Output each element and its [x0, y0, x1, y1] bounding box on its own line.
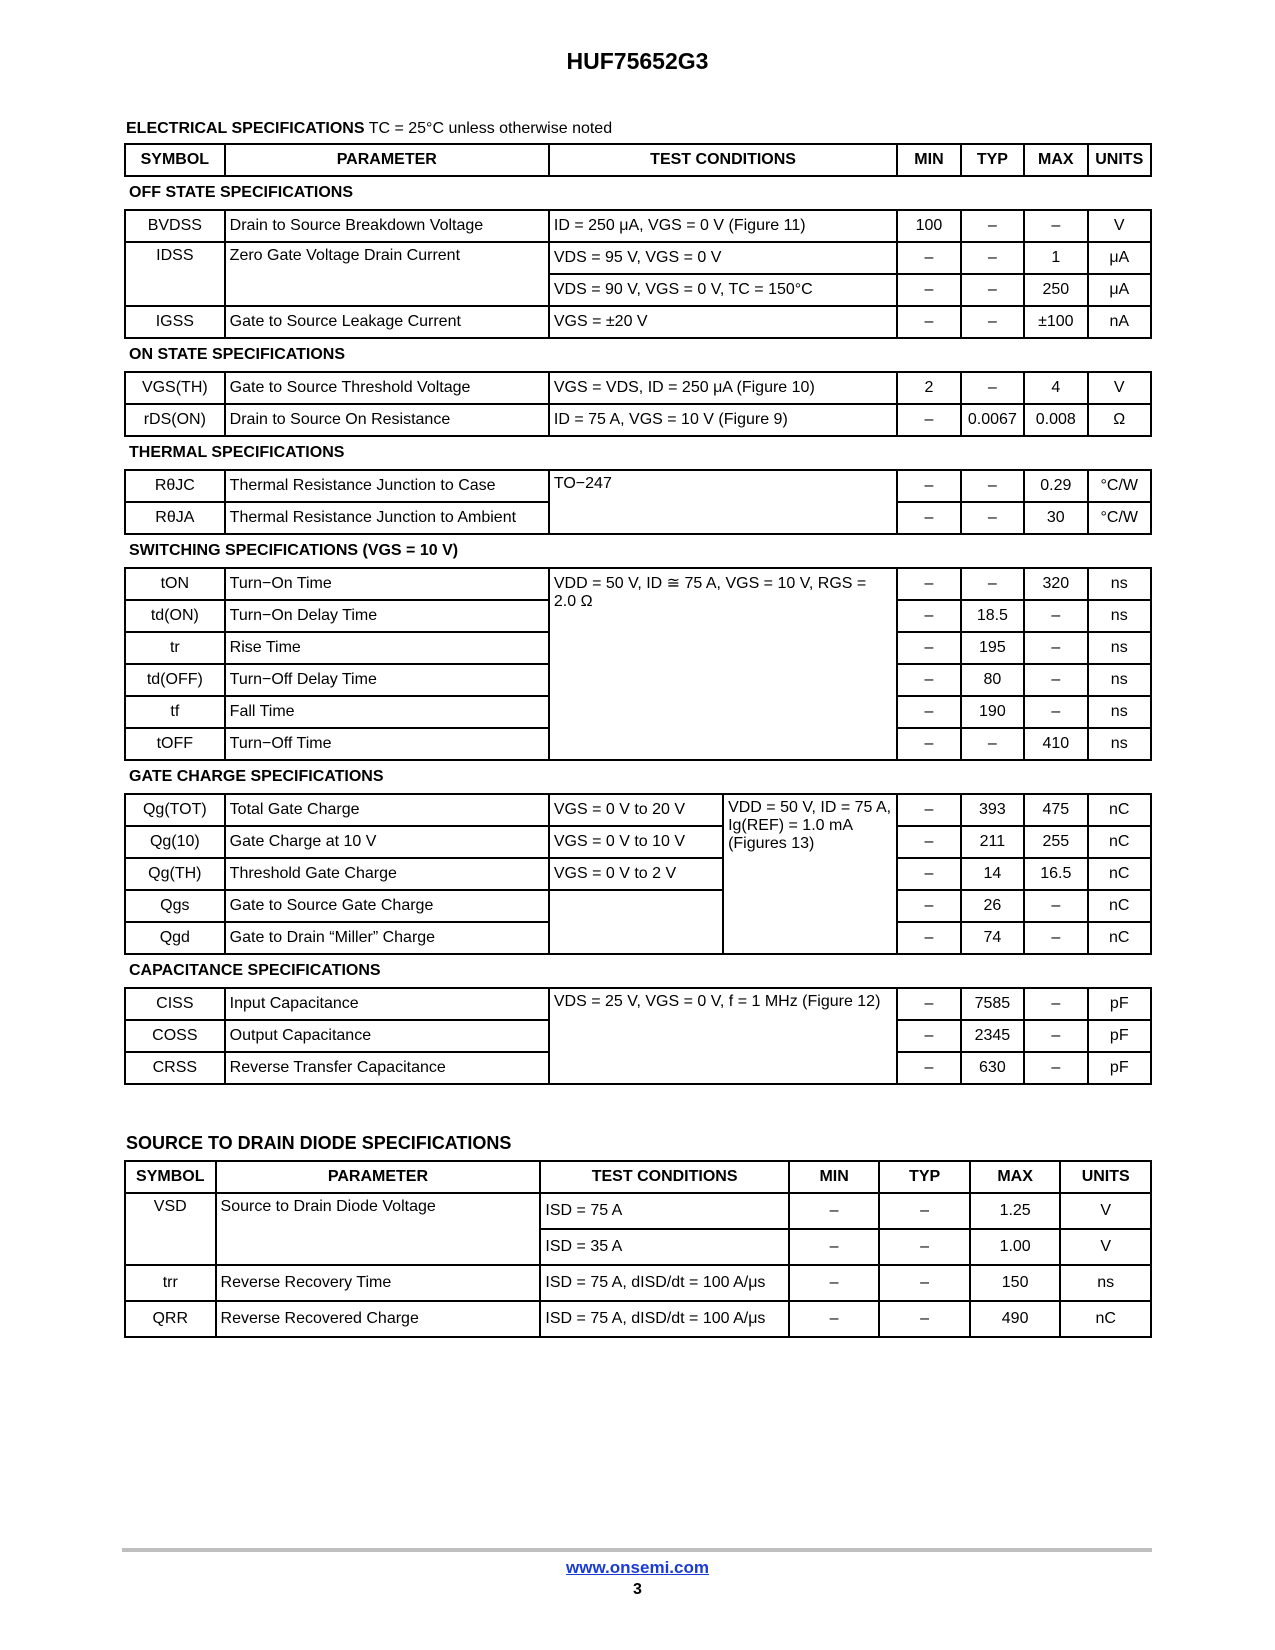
col-symbol: SYMBOL	[125, 144, 225, 176]
min: 2	[897, 372, 960, 404]
typ: 26	[961, 890, 1024, 922]
max: ±100	[1024, 306, 1087, 338]
max: –	[1024, 664, 1087, 696]
parameter: Turn−On Delay Time	[225, 600, 549, 632]
typ: –	[961, 274, 1024, 306]
unit: nC	[1088, 890, 1151, 922]
symbol: RθJA	[125, 502, 225, 534]
condition: VGS = ±20 V	[549, 306, 897, 338]
symbol: BVDSS	[125, 210, 225, 242]
col-test-conditions: TEST CONDITIONS	[540, 1161, 788, 1193]
symbol: tON	[125, 568, 225, 600]
electrical-spec-heading	[126, 120, 612, 138]
unit: ns	[1088, 568, 1151, 600]
es-heading-label: ELECTRICAL SPECIFICATIONS	[126, 120, 365, 137]
source-drain-heading: SOURCE TO DRAIN DIODE SPECIFICATIONS	[126, 1133, 512, 1153]
typ: 630	[961, 1052, 1024, 1084]
symbol: IGSS	[125, 306, 225, 338]
es-heading-condition: TC = 25°C unless otherwise noted	[368, 120, 613, 137]
condition: VGS = 0 V to 2 V	[549, 858, 723, 890]
typ: –	[961, 210, 1024, 242]
max: 1.00	[970, 1229, 1061, 1265]
col-units: UNITS	[1060, 1161, 1151, 1193]
max: 475	[1024, 794, 1087, 826]
condition: ID = 75 A, VGS = 10 V (Figure 9)	[549, 404, 897, 436]
condition-shared: VDD = 50 V, ID = 75 A, Ig(REF) = 1.0 mA (Figures 13)	[723, 794, 897, 954]
min: –	[897, 1020, 960, 1052]
parameter: Gate Charge at 10 V	[225, 826, 549, 858]
table-row	[125, 858, 1151, 890]
unit: nC	[1060, 1301, 1151, 1337]
col-units: UNITS	[1088, 144, 1151, 176]
symbol: VGS(TH)	[125, 372, 225, 404]
table-row	[125, 306, 1151, 338]
unit: ns	[1088, 664, 1151, 696]
min: –	[897, 600, 960, 632]
col-test-conditions: TEST CONDITIONS	[549, 144, 897, 176]
unit: ns	[1088, 696, 1151, 728]
symbol: tOFF	[125, 728, 225, 760]
parameter: Threshold Gate Charge	[225, 858, 549, 890]
typ: 7585	[961, 988, 1024, 1020]
condition-empty	[549, 890, 723, 954]
page-number: 3	[633, 1581, 642, 1598]
unit: nC	[1088, 794, 1151, 826]
symbol: Qgd	[125, 922, 225, 954]
section-capacitance: CAPACITANCE SPECIFICATIONS	[125, 954, 1151, 988]
table-row	[125, 794, 1151, 826]
symbol: CISS	[125, 988, 225, 1020]
table-row	[125, 1193, 1151, 1229]
symbol: tf	[125, 696, 225, 728]
table-header-row	[125, 1161, 1151, 1193]
typ: 2345	[961, 1020, 1024, 1052]
max: –	[1024, 890, 1087, 922]
col-typ: TYP	[961, 144, 1024, 176]
min: –	[789, 1229, 880, 1265]
table-row	[125, 1265, 1151, 1301]
unit: ns	[1088, 728, 1151, 760]
parameter: Total Gate Charge	[225, 794, 549, 826]
typ: 393	[961, 794, 1024, 826]
condition: VDD = 50 V, ID ≅ 75 A, VGS = 10 V, RGS = 2.0 Ω	[549, 568, 897, 760]
typ: 74	[961, 922, 1024, 954]
parameter: Rise Time	[225, 632, 549, 664]
max: 1	[1024, 242, 1087, 274]
parameter: Turn−Off Delay Time	[225, 664, 549, 696]
typ: –	[961, 470, 1024, 502]
parameter: Source to Drain Diode Voltage	[216, 1193, 541, 1265]
typ: 190	[961, 696, 1024, 728]
condition: VDS = 25 V, VGS = 0 V, f = 1 MHz (Figure 12)	[549, 988, 897, 1084]
page-title: HUF75652G3	[566, 48, 709, 74]
condition: ISD = 75 A, dISD/dt = 100 A/μs	[540, 1265, 788, 1301]
max: –	[1024, 1052, 1087, 1084]
max: 16.5	[1024, 858, 1087, 890]
unit: nC	[1088, 858, 1151, 890]
max: –	[1024, 1020, 1087, 1052]
unit: nC	[1088, 826, 1151, 858]
unit: μA	[1088, 274, 1151, 306]
min: –	[897, 274, 960, 306]
symbol: VSD	[125, 1193, 216, 1265]
typ: –	[879, 1229, 970, 1265]
table-header-row	[125, 144, 1151, 176]
col-symbol: SYMBOL	[125, 1161, 216, 1193]
condition: ISD = 75 A	[540, 1193, 788, 1229]
table-row	[125, 404, 1151, 436]
max: –	[1024, 922, 1087, 954]
max: 320	[1024, 568, 1087, 600]
max: –	[1024, 988, 1087, 1020]
symbol: Qg(TH)	[125, 858, 225, 890]
typ: –	[961, 306, 1024, 338]
parameter: Zero Gate Voltage Drain Current	[225, 242, 549, 306]
symbol: Qg(10)	[125, 826, 225, 858]
table-row	[125, 890, 1151, 922]
min: –	[897, 242, 960, 274]
min: –	[897, 858, 960, 890]
typ: –	[879, 1301, 970, 1337]
col-min: MIN	[897, 144, 960, 176]
section-on-state: ON STATE SPECIFICATIONS	[125, 338, 1151, 372]
max: –	[1024, 600, 1087, 632]
unit: μA	[1088, 242, 1151, 274]
typ: –	[961, 502, 1024, 534]
table-row	[125, 1301, 1151, 1337]
max: –	[1024, 632, 1087, 664]
typ: 18.5	[961, 600, 1024, 632]
max: 30	[1024, 502, 1087, 534]
website-link[interactable]: www.onsemi.com	[566, 1558, 709, 1577]
condition: VGS = 0 V to 20 V	[549, 794, 723, 826]
typ: –	[961, 568, 1024, 600]
min: –	[897, 404, 960, 436]
max: –	[1024, 210, 1087, 242]
typ: –	[961, 242, 1024, 274]
min: –	[897, 988, 960, 1020]
min: –	[897, 794, 960, 826]
symbol: Qgs	[125, 890, 225, 922]
min: –	[897, 696, 960, 728]
symbol: td(OFF)	[125, 664, 225, 696]
unit: pF	[1088, 1052, 1151, 1084]
min: –	[897, 922, 960, 954]
parameter: Gate to Drain “Miller” Charge	[225, 922, 549, 954]
footer-divider	[122, 1548, 1152, 1552]
unit: pF	[1088, 1020, 1151, 1052]
parameter: Thermal Resistance Junction to Ambient	[225, 502, 549, 534]
unit: V	[1060, 1193, 1151, 1229]
unit: ns	[1060, 1265, 1151, 1301]
col-parameter: PARAMETER	[225, 144, 549, 176]
typ: 14	[961, 858, 1024, 890]
col-max: MAX	[970, 1161, 1061, 1193]
symbol: QRR	[125, 1301, 216, 1337]
typ: –	[879, 1265, 970, 1301]
max: 0.29	[1024, 470, 1087, 502]
parameter: Fall Time	[225, 696, 549, 728]
max: 255	[1024, 826, 1087, 858]
typ: 0.0067	[961, 404, 1024, 436]
col-parameter: PARAMETER	[216, 1161, 541, 1193]
typ: 211	[961, 826, 1024, 858]
min: –	[789, 1301, 880, 1337]
table-row	[125, 372, 1151, 404]
parameter: Gate to Source Gate Charge	[225, 890, 549, 922]
parameter: Output Capacitance	[225, 1020, 549, 1052]
parameter: Turn−Off Time	[225, 728, 549, 760]
symbol: td(ON)	[125, 600, 225, 632]
parameter: Turn−On Time	[225, 568, 549, 600]
condition: ID = 250 μA, VGS = 0 V (Figure 11)	[549, 210, 897, 242]
min: –	[789, 1265, 880, 1301]
min: –	[897, 1052, 960, 1084]
min: –	[897, 826, 960, 858]
min: –	[897, 890, 960, 922]
symbol: trr	[125, 1265, 216, 1301]
section-thermal: THERMAL SPECIFICATIONS	[125, 436, 1151, 470]
parameter: Thermal Resistance Junction to Case	[225, 470, 549, 502]
unit: Ω	[1088, 404, 1151, 436]
parameter: Drain to Source Breakdown Voltage	[225, 210, 549, 242]
condition: VDS = 90 V, VGS = 0 V, TC = 150°C	[549, 274, 897, 306]
table-row	[125, 242, 1151, 274]
parameter: Gate to Source Threshold Voltage	[225, 372, 549, 404]
typ: 195	[961, 632, 1024, 664]
symbol: tr	[125, 632, 225, 664]
typ: –	[961, 372, 1024, 404]
col-typ: TYP	[879, 1161, 970, 1193]
unit: pF	[1088, 988, 1151, 1020]
condition: VGS = 0 V to 10 V	[549, 826, 723, 858]
unit: ns	[1088, 632, 1151, 664]
min: –	[897, 568, 960, 600]
min: –	[897, 632, 960, 664]
unit: °C/W	[1088, 502, 1151, 534]
max: 0.008	[1024, 404, 1087, 436]
max: 410	[1024, 728, 1087, 760]
min: –	[897, 664, 960, 696]
table-row	[125, 568, 1151, 600]
symbol: CRSS	[125, 1052, 225, 1084]
min: 100	[897, 210, 960, 242]
max: 1.25	[970, 1193, 1061, 1229]
min: –	[897, 728, 960, 760]
parameter: Reverse Recovery Time	[216, 1265, 541, 1301]
typ: –	[961, 728, 1024, 760]
unit: V	[1060, 1229, 1151, 1265]
condition: VGS = VDS, ID = 250 μA (Figure 10)	[549, 372, 897, 404]
condition: TO−247	[549, 470, 897, 534]
section-switching: SWITCHING SPECIFICATIONS (VGS = 10 V)	[125, 534, 1151, 568]
symbol: RθJC	[125, 470, 225, 502]
symbol: COSS	[125, 1020, 225, 1052]
unit: nC	[1088, 922, 1151, 954]
typ: –	[879, 1193, 970, 1229]
section-off-state: OFF STATE SPECIFICATIONS	[125, 176, 1151, 210]
min: –	[789, 1193, 880, 1229]
max: 250	[1024, 274, 1087, 306]
unit: °C/W	[1088, 470, 1151, 502]
parameter: Gate to Source Leakage Current	[225, 306, 549, 338]
condition: ISD = 75 A, dISD/dt = 100 A/μs	[540, 1301, 788, 1337]
max: 4	[1024, 372, 1087, 404]
col-max: MAX	[1024, 144, 1087, 176]
unit: nA	[1088, 306, 1151, 338]
table-row	[125, 210, 1151, 242]
min: –	[897, 306, 960, 338]
table-row	[125, 988, 1151, 1020]
source-drain-table	[124, 1160, 1152, 1338]
unit: ns	[1088, 600, 1151, 632]
condition: VDS = 95 V, VGS = 0 V	[549, 242, 897, 274]
parameter: Drain to Source On Resistance	[225, 404, 549, 436]
parameter: Reverse Recovered Charge	[216, 1301, 541, 1337]
parameter: Input Capacitance	[225, 988, 549, 1020]
min: –	[897, 502, 960, 534]
symbol: IDSS	[125, 242, 225, 306]
condition: ISD = 35 A	[540, 1229, 788, 1265]
unit: V	[1088, 210, 1151, 242]
max: 150	[970, 1265, 1061, 1301]
section-gate-charge: GATE CHARGE SPECIFICATIONS	[125, 760, 1151, 794]
symbol: Qg(TOT)	[125, 794, 225, 826]
unit: V	[1088, 372, 1151, 404]
table-row	[125, 470, 1151, 502]
col-min: MIN	[789, 1161, 880, 1193]
parameter: Reverse Transfer Capacitance	[225, 1052, 549, 1084]
max: 490	[970, 1301, 1061, 1337]
typ: 80	[961, 664, 1024, 696]
min: –	[897, 470, 960, 502]
max: –	[1024, 696, 1087, 728]
symbol: rDS(ON)	[125, 404, 225, 436]
table-row	[125, 826, 1151, 858]
electrical-spec-table	[124, 143, 1152, 1085]
